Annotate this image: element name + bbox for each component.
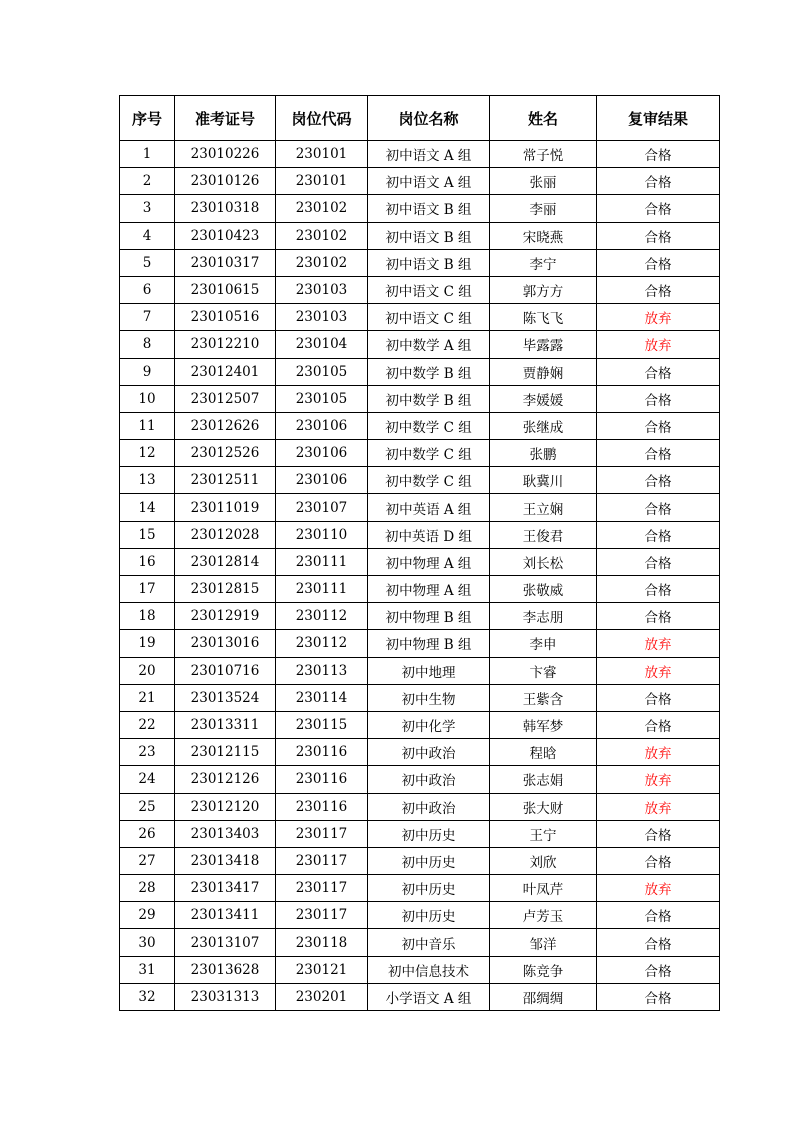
cell-post-code: 230106 (276, 440, 368, 467)
table-row (120, 168, 720, 195)
cell-candidate-name: 张继成 (490, 412, 597, 439)
cell-ticket-number: 23013418 (175, 847, 276, 874)
cell-post-code: 230106 (276, 412, 368, 439)
cell-ticket-number: 23012507 (175, 385, 276, 412)
cell-post-code: 230118 (276, 929, 368, 956)
cell-candidate-name: 王俊君 (490, 521, 597, 548)
cell-candidate-name: 陈竞争 (490, 956, 597, 983)
cell-post-name: 初中数学 C 组 (368, 440, 490, 467)
cell-ticket-number: 23013411 (175, 902, 276, 929)
cell-seq: 1 (120, 141, 175, 168)
cell-review-result: 放弃 (597, 331, 720, 358)
table-row (120, 820, 720, 847)
cell-seq: 16 (120, 548, 175, 575)
cell-post-name: 初中英语 A 组 (368, 494, 490, 521)
cell-post-name: 初中数学 B 组 (368, 385, 490, 412)
cell-seq: 2 (120, 168, 175, 195)
cell-candidate-name: 郭方方 (490, 276, 597, 303)
cell-seq: 15 (120, 521, 175, 548)
cell-post-name: 初中数学 A 组 (368, 331, 490, 358)
cell-ticket-number: 23012120 (175, 793, 276, 820)
table-row (120, 304, 720, 331)
cell-post-name: 初中化学 (368, 711, 490, 738)
cell-post-code: 230115 (276, 711, 368, 738)
cell-post-code: 230112 (276, 630, 368, 657)
table-row (120, 467, 720, 494)
cell-candidate-name: 王立娴 (490, 494, 597, 521)
cell-post-name: 初中音乐 (368, 929, 490, 956)
cell-review-result: 合格 (597, 929, 720, 956)
cell-ticket-number: 23012401 (175, 358, 276, 385)
cell-ticket-number: 23012210 (175, 331, 276, 358)
cell-candidate-name: 张志娟 (490, 766, 597, 793)
cell-seq: 12 (120, 440, 175, 467)
cell-seq: 13 (120, 467, 175, 494)
cell-post-code: 230117 (276, 820, 368, 847)
cell-review-result: 合格 (597, 548, 720, 575)
cell-review-result: 合格 (597, 440, 720, 467)
cell-ticket-number: 23012511 (175, 467, 276, 494)
cell-ticket-number: 23012126 (175, 766, 276, 793)
cell-ticket-number: 23013524 (175, 684, 276, 711)
table-row (120, 576, 720, 603)
table-row (120, 766, 720, 793)
cell-seq: 21 (120, 684, 175, 711)
header-post-name: 岗位名称 (368, 96, 490, 141)
cell-post-name: 初中数学 B 组 (368, 358, 490, 385)
table-row (120, 657, 720, 684)
cell-candidate-name: 卢芳玉 (490, 902, 597, 929)
cell-post-name: 初中语文 B 组 (368, 195, 490, 222)
cell-candidate-name: 程晗 (490, 739, 597, 766)
table-row (120, 684, 720, 711)
cell-review-result: 合格 (597, 222, 720, 249)
cell-post-code: 230114 (276, 684, 368, 711)
cell-seq: 17 (120, 576, 175, 603)
cell-post-name: 初中数学 C 组 (368, 467, 490, 494)
cell-seq: 24 (120, 766, 175, 793)
cell-review-result: 放弃 (597, 875, 720, 902)
cell-post-name: 初中政治 (368, 739, 490, 766)
cell-review-result: 放弃 (597, 304, 720, 331)
cell-ticket-number: 23012526 (175, 440, 276, 467)
table-row (120, 630, 720, 657)
cell-post-name: 初中语文 C 组 (368, 304, 490, 331)
cell-review-result: 放弃 (597, 739, 720, 766)
table-row (120, 249, 720, 276)
cell-post-code: 230101 (276, 168, 368, 195)
cell-post-code: 230201 (276, 983, 368, 1010)
cell-post-code: 230117 (276, 902, 368, 929)
cell-candidate-name: 韩军梦 (490, 711, 597, 738)
cell-post-name: 初中地理 (368, 657, 490, 684)
cell-ticket-number: 23012815 (175, 576, 276, 603)
cell-seq: 5 (120, 249, 175, 276)
cell-ticket-number: 23011019 (175, 494, 276, 521)
cell-review-result: 合格 (597, 467, 720, 494)
cell-post-name: 初中物理 B 组 (368, 603, 490, 630)
table-row (120, 929, 720, 956)
cell-post-code: 230102 (276, 195, 368, 222)
table-row (120, 331, 720, 358)
table-row (120, 603, 720, 630)
cell-candidate-name: 陈飞飞 (490, 304, 597, 331)
table-row (120, 793, 720, 820)
table-row (120, 739, 720, 766)
cell-seq: 11 (120, 412, 175, 439)
table-body (120, 141, 720, 1011)
cell-post-code: 230116 (276, 766, 368, 793)
cell-seq: 14 (120, 494, 175, 521)
cell-review-result: 合格 (597, 603, 720, 630)
cell-post-code: 230102 (276, 249, 368, 276)
cell-seq: 20 (120, 657, 175, 684)
cell-seq: 26 (120, 820, 175, 847)
cell-post-name: 初中历史 (368, 847, 490, 874)
cell-review-result: 合格 (597, 141, 720, 168)
header-ticket-number: 准考证号 (175, 96, 276, 141)
cell-post-name: 初中政治 (368, 766, 490, 793)
cell-post-name: 初中语文 A 组 (368, 168, 490, 195)
cell-review-result: 合格 (597, 276, 720, 303)
cell-seq: 30 (120, 929, 175, 956)
cell-review-result: 合格 (597, 249, 720, 276)
table-row (120, 494, 720, 521)
cell-review-result: 合格 (597, 902, 720, 929)
table-row (120, 902, 720, 929)
cell-post-code: 230116 (276, 739, 368, 766)
cell-ticket-number: 23013107 (175, 929, 276, 956)
header-candidate-name: 姓名 (490, 96, 597, 141)
cell-seq: 31 (120, 956, 175, 983)
cell-seq: 25 (120, 793, 175, 820)
cell-candidate-name: 叶凤芹 (490, 875, 597, 902)
table-row (120, 711, 720, 738)
cell-review-result: 合格 (597, 576, 720, 603)
cell-ticket-number: 23013403 (175, 820, 276, 847)
cell-post-name: 初中信息技术 (368, 956, 490, 983)
cell-review-result: 合格 (597, 412, 720, 439)
table-row (120, 385, 720, 412)
cell-post-code: 230111 (276, 576, 368, 603)
table-row (120, 195, 720, 222)
review-result-table (119, 95, 720, 1011)
cell-post-code: 230117 (276, 875, 368, 902)
cell-post-code: 230117 (276, 847, 368, 874)
cell-seq: 10 (120, 385, 175, 412)
cell-candidate-name: 贾静娴 (490, 358, 597, 385)
cell-candidate-name: 张敬威 (490, 576, 597, 603)
cell-review-result: 合格 (597, 358, 720, 385)
cell-post-name: 初中英语 D 组 (368, 521, 490, 548)
table-row (120, 276, 720, 303)
cell-review-result: 合格 (597, 168, 720, 195)
cell-ticket-number: 23010317 (175, 249, 276, 276)
cell-ticket-number: 23031313 (175, 983, 276, 1010)
cell-candidate-name: 邵绸绸 (490, 983, 597, 1010)
cell-ticket-number: 23010318 (175, 195, 276, 222)
table-row (120, 847, 720, 874)
cell-post-code: 230121 (276, 956, 368, 983)
cell-post-name: 初中生物 (368, 684, 490, 711)
cell-candidate-name: 王紫含 (490, 684, 597, 711)
cell-post-code: 230105 (276, 385, 368, 412)
cell-ticket-number: 23012626 (175, 412, 276, 439)
cell-ticket-number: 23012919 (175, 603, 276, 630)
cell-candidate-name: 常子悦 (490, 141, 597, 168)
cell-post-name: 初中历史 (368, 875, 490, 902)
cell-post-code: 230101 (276, 141, 368, 168)
cell-ticket-number: 23013628 (175, 956, 276, 983)
cell-post-name: 初中语文 B 组 (368, 222, 490, 249)
table-row (120, 358, 720, 385)
cell-ticket-number: 23013417 (175, 875, 276, 902)
cell-post-code: 230110 (276, 521, 368, 548)
header-post-code: 岗位代码 (276, 96, 368, 141)
cell-candidate-name: 张鹏 (490, 440, 597, 467)
cell-candidate-name: 刘长松 (490, 548, 597, 575)
cell-seq: 8 (120, 331, 175, 358)
cell-ticket-number: 23012115 (175, 739, 276, 766)
cell-review-result: 合格 (597, 494, 720, 521)
cell-ticket-number: 23013016 (175, 630, 276, 657)
cell-seq: 19 (120, 630, 175, 657)
cell-review-result: 放弃 (597, 766, 720, 793)
cell-review-result: 合格 (597, 684, 720, 711)
header-seq: 序号 (120, 96, 175, 141)
cell-review-result: 合格 (597, 521, 720, 548)
cell-seq: 27 (120, 847, 175, 874)
cell-candidate-name: 宋晓燕 (490, 222, 597, 249)
cell-ticket-number: 23012814 (175, 548, 276, 575)
cell-candidate-name: 毕露露 (490, 331, 597, 358)
cell-post-name: 小学语文 A 组 (368, 983, 490, 1010)
table-row (120, 222, 720, 249)
cell-seq: 23 (120, 739, 175, 766)
cell-ticket-number: 23010615 (175, 276, 276, 303)
cell-ticket-number: 23010423 (175, 222, 276, 249)
cell-post-code: 230105 (276, 358, 368, 385)
cell-seq: 18 (120, 603, 175, 630)
table-row (120, 548, 720, 575)
cell-review-result: 合格 (597, 983, 720, 1010)
cell-candidate-name: 李志朋 (490, 603, 597, 630)
cell-candidate-name: 张大财 (490, 793, 597, 820)
cell-post-code: 230103 (276, 276, 368, 303)
cell-seq: 22 (120, 711, 175, 738)
cell-ticket-number: 23010516 (175, 304, 276, 331)
table-row (120, 440, 720, 467)
cell-post-code: 230104 (276, 331, 368, 358)
cell-post-name: 初中语文 C 组 (368, 276, 490, 303)
cell-post-code: 230113 (276, 657, 368, 684)
cell-review-result: 放弃 (597, 630, 720, 657)
cell-seq: 7 (120, 304, 175, 331)
cell-post-name: 初中政治 (368, 793, 490, 820)
cell-review-result: 合格 (597, 711, 720, 738)
cell-post-name: 初中历史 (368, 820, 490, 847)
cell-post-name: 初中语文 B 组 (368, 249, 490, 276)
cell-ticket-number: 23010226 (175, 141, 276, 168)
cell-post-code: 230106 (276, 467, 368, 494)
cell-post-code: 230111 (276, 548, 368, 575)
cell-candidate-name: 李丽 (490, 195, 597, 222)
cell-seq: 9 (120, 358, 175, 385)
cell-post-name: 初中物理 A 组 (368, 548, 490, 575)
cell-candidate-name: 张丽 (490, 168, 597, 195)
cell-candidate-name: 李媛媛 (490, 385, 597, 412)
cell-review-result: 合格 (597, 820, 720, 847)
cell-post-name: 初中语文 A 组 (368, 141, 490, 168)
cell-post-code: 230116 (276, 793, 368, 820)
cell-post-code: 230112 (276, 603, 368, 630)
table-row (120, 412, 720, 439)
cell-candidate-name: 卞睿 (490, 657, 597, 684)
cell-ticket-number: 23013311 (175, 711, 276, 738)
cell-post-code: 230102 (276, 222, 368, 249)
cell-post-name: 初中历史 (368, 902, 490, 929)
cell-candidate-name: 李宁 (490, 249, 597, 276)
header-review-result: 复审结果 (597, 96, 720, 141)
cell-seq: 28 (120, 875, 175, 902)
cell-post-name: 初中物理 B 组 (368, 630, 490, 657)
cell-post-code: 230107 (276, 494, 368, 521)
table-row (120, 956, 720, 983)
cell-post-code: 230103 (276, 304, 368, 331)
cell-ticket-number: 23010716 (175, 657, 276, 684)
table-row (120, 141, 720, 168)
cell-ticket-number: 23012028 (175, 521, 276, 548)
cell-seq: 4 (120, 222, 175, 249)
header-row (120, 96, 720, 141)
cell-review-result: 合格 (597, 847, 720, 874)
cell-review-result: 合格 (597, 385, 720, 412)
cell-seq: 32 (120, 983, 175, 1010)
cell-candidate-name: 王宁 (490, 820, 597, 847)
cell-candidate-name: 耿冀川 (490, 467, 597, 494)
table-row (120, 521, 720, 548)
cell-ticket-number: 23010126 (175, 168, 276, 195)
cell-review-result: 合格 (597, 195, 720, 222)
cell-candidate-name: 刘欣 (490, 847, 597, 874)
cell-post-name: 初中数学 C 组 (368, 412, 490, 439)
table-row (120, 983, 720, 1010)
cell-post-name: 初中物理 A 组 (368, 576, 490, 603)
cell-seq: 6 (120, 276, 175, 303)
cell-candidate-name: 邹洋 (490, 929, 597, 956)
table-row (120, 875, 720, 902)
cell-seq: 3 (120, 195, 175, 222)
cell-candidate-name: 李申 (490, 630, 597, 657)
cell-review-result: 合格 (597, 956, 720, 983)
cell-seq: 29 (120, 902, 175, 929)
cell-review-result: 放弃 (597, 657, 720, 684)
cell-review-result: 放弃 (597, 793, 720, 820)
